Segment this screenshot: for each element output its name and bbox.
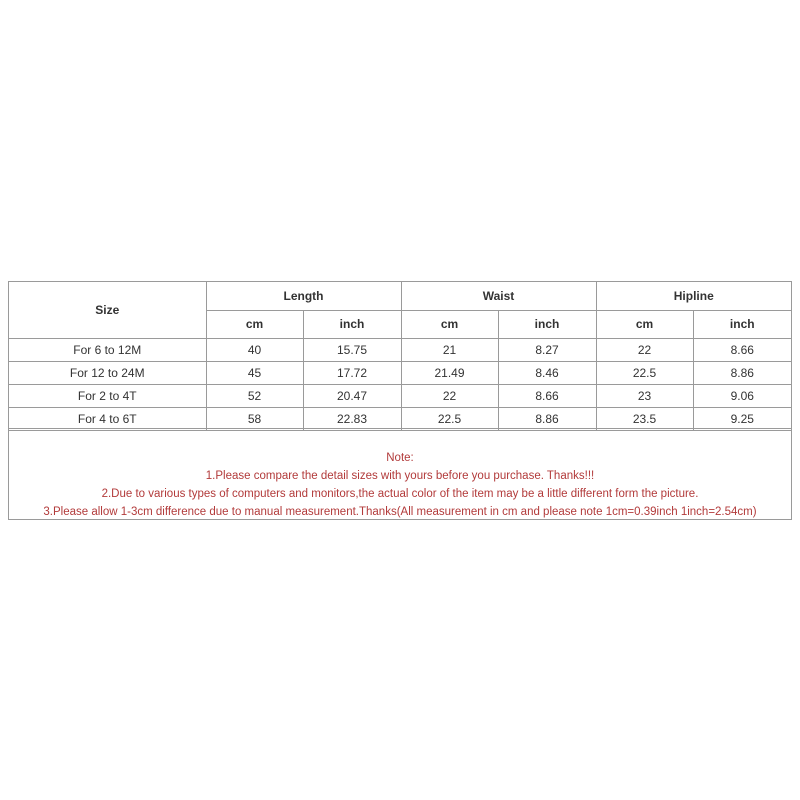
waist-inch-cell: 8.66: [498, 384, 596, 407]
waist-inch-cell: 8.86: [498, 407, 596, 430]
waist-cm-cell: 21: [401, 338, 498, 361]
waist-inch-header: inch: [498, 310, 596, 338]
note-line-2: 2.Due to various types of computers and monitors,the actual color of the item may be a little different form the picture.: [101, 488, 699, 500]
size-header: Size: [9, 282, 206, 338]
note-line-3: 3.Please allow 1-3cm difference due to manual measurement.Thanks(All measurement in cm and please note 1cm=0.39inch 1inch=2.54cm): [43, 506, 757, 518]
hipline-inch-header: inch: [693, 310, 791, 338]
notes-section: [9, 428, 791, 520]
hipline-cm-header: cm: [596, 310, 693, 338]
size-cell: For 12 to 24M: [9, 361, 206, 384]
hipline-inch-cell: 9.25: [693, 407, 791, 430]
header-row-groups: [9, 282, 791, 310]
length-header: Length: [206, 282, 401, 310]
length-inch-cell: 15.75: [303, 338, 401, 361]
length-cm-cell: 40: [206, 338, 303, 361]
length-inch-cell: 22.83: [303, 407, 401, 430]
waist-cm-cell: 22: [401, 384, 498, 407]
hipline-cm-cell: 22.5: [596, 361, 693, 384]
length-cm-header: cm: [206, 310, 303, 338]
waist-cm-cell: 21.49: [401, 361, 498, 384]
hipline-inch-cell: 8.86: [693, 361, 791, 384]
length-inch-cell: 17.72: [303, 361, 401, 384]
hipline-inch-cell: 8.66: [693, 338, 791, 361]
size-chart: [8, 281, 792, 520]
hipline-inch-cell: 9.06: [693, 384, 791, 407]
table-row: [9, 338, 791, 361]
size-table: [9, 282, 791, 431]
waist-cm-cell: 22.5: [401, 407, 498, 430]
length-inch-header: inch: [303, 310, 401, 338]
hipline-header: Hipline: [596, 282, 791, 310]
table-row: [9, 407, 791, 430]
note-line-1: 1.Please compare the detail sizes with yours before you purchase. Thanks!!!: [205, 470, 595, 482]
size-cell: For 6 to 12M: [9, 338, 206, 361]
size-cell: For 4 to 6T: [9, 407, 206, 430]
waist-header: Waist: [401, 282, 596, 310]
waist-inch-cell: 8.27: [498, 338, 596, 361]
hipline-cm-cell: 22: [596, 338, 693, 361]
note-title: Note:: [386, 452, 414, 464]
length-inch-cell: 20.47: [303, 384, 401, 407]
waist-cm-header: cm: [401, 310, 498, 338]
length-cm-cell: 52: [206, 384, 303, 407]
waist-inch-cell: 8.46: [498, 361, 596, 384]
hipline-cm-cell: 23: [596, 384, 693, 407]
table-row: [9, 384, 791, 407]
length-cm-cell: 58: [206, 407, 303, 430]
hipline-cm-cell: 23.5: [596, 407, 693, 430]
size-cell: For 2 to 4T: [9, 384, 206, 407]
length-cm-cell: 45: [206, 361, 303, 384]
table-row: [9, 361, 791, 384]
